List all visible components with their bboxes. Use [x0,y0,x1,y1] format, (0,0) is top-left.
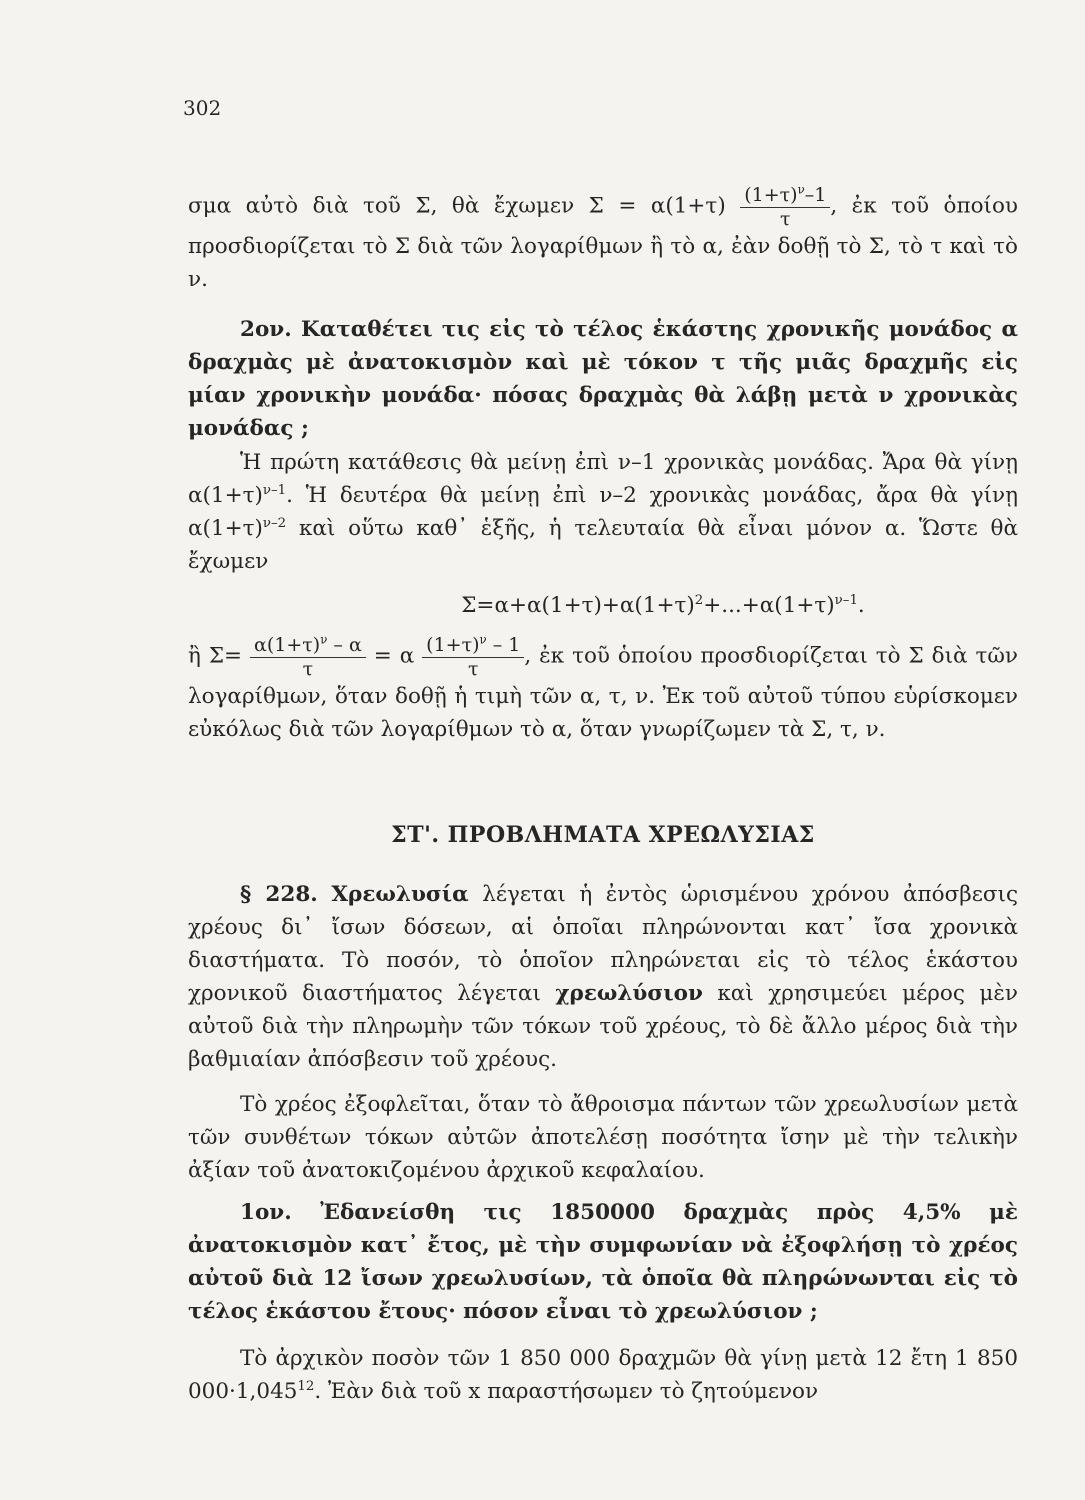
text-run: λέγεται ἡ ἐντὸς ὡρισμένου χρόνου ἀπόσβεσις χρέους δι᾽ ἴσων δόσεων, αἱ ὁποῖαι πληρώνονται κατ᾽ ἴσα χρονικὰ διαστήματα. Τὸ ποσόν, τὸ ὁποῖον πληρώνεται εἰς τὸ τέλος ἑκάστου χρονικοῦ διαστήματος λέγεται [188,882,1019,1006]
text-run: = α [365,643,423,669]
text-run: – 1 [486,634,521,656]
fraction-denominator: τ [468,658,479,680]
fraction-denominator: τ [780,208,791,230]
superscript: ν–1 [834,592,858,608]
text-run: Σ=α+α(1+τ)+α(1+τ) [461,593,695,618]
text-run: σμα αὐτὸ διὰ τοῦ Σ, θὰ ἔχωμεν Σ = α(1+τ) [188,193,741,219]
text-run: . Ἐὰν διὰ τοῦ x παραστήσωμεν τὸ ζητούμενον [314,1379,819,1404]
fraction-numerator [250,633,366,658]
fraction [250,633,366,680]
paragraph-repayment [188,1088,1018,1187]
text-run: –1 [804,184,827,206]
text-run: Τὸ χρέος ἐξοφλεῖται, ὅταν τὸ ἄθροισμα πάντων τῶν χρεωλυσίων μετὰ τῶν συνθέτων τόκων αὐτῶν ἀποτελέσῃ ποσότητα ἴσην μὲ τὴν τελικὴν ἀξίαν τοῦ ἀνατοκιζομένου ἀρχικοῦ κεφαλαίου. [188,1092,1018,1183]
paragraph-formula [188,633,1018,746]
text-run: α(1+τ) [254,634,321,656]
problem-2 [188,313,1018,445]
text-run: καὶ χρησιμεύει μέρος μὲν αὐτοῦ διὰ τὴν πληρωμὴν τῶν τόκων τοῦ χρέους, τὸ δὲ ἄλλο μέρος διὰ τὴν βαθμιαίαν ἀπόσβεσιν τοῦ χρέους. [188,981,1018,1072]
superscript: ν [320,632,328,647]
problem-label: 2ον. [240,317,292,342]
superscript: 12 [297,1378,315,1394]
page-number: 302 [183,96,222,120]
superscript: ν–2 [262,515,287,531]
text-run: , ἐκ τοῦ ὁποίου προσδιορίζεται τὸ Σ διὰ τῶν λογαρίθμων ἢ τὸ α, ἐὰν δοθῇ τὸ Σ, τὸ τ καὶ τὸ ν. [188,193,1018,292]
fraction [422,633,524,680]
text-run: , ἐκ τοῦ ὁποίου προσδιορίζεται τὸ Σ διὰ τῶν λογαρίθμων, ὅταν δοθῇ ἡ τιμὴ τῶν α, τ, ν. Ἐκ τοῦ αὐτοῦ τύπου εὑρίσκομεν εὐκόλως διὰ τῶν λογαρίθμων τὸ α, ὅταν γνωρίζωμεν τὰ Σ, τ, ν. [188,643,1018,742]
text-run: Τὸ ἀρχικὸν ποσὸν τῶν 1 850 000 δραχμῶν θὰ γίνῃ μετὰ 12 ἔτη 1 850 000·1,045 [188,1346,1018,1404]
text-run: ἢ Σ= [188,643,251,669]
paragraph-deposits [188,446,1018,578]
problem-1 [188,1196,1018,1328]
fraction [740,183,830,230]
term: χρεωλύσιον [555,981,703,1006]
section-heading: ΣΤ'. ΠΡΟΒΛΗΜΑΤΑ ΧΡΕΩΛΥΣΙΑΣ [391,822,815,848]
superscript: ν–1 [262,482,287,498]
problem-text: Ἐδανείσθη τις 1850000 δραχμὰς πρὸς 4,5% μὲ ἀνατοκισμὸν κατ᾽ ἔτος, μὲ τὴν συμφωνίαν νὰ ἐξοφλήσῃ τὸ χρέος αὐτοῦ διὰ 12 ἴσων χρεωλυσίων, τὰ ὁποῖα θὰ πληρώνωνται εἰς τὸ τέλος ἑκάστου ἔτους· πόσον εἶναι τὸ χρεωλύσιον ; [188,1200,1018,1324]
text-run: Ἡ πρώτη κατάθεσις θὰ μείνῃ ἐπὶ ν–1 χρονικὰς μονάδας. Ἄρα θὰ γίνῃ α(1+τ) [188,450,1018,508]
text-run: καὶ οὕτω καθ᾽ ἑξῆς, ἡ τελευταία θὰ εἶναι μόνον α. Ὥστε θὰ ἔχωμεν [188,516,1018,574]
text-run: – α [327,634,362,656]
text-run: +...+α(1+τ) [703,593,835,618]
text-run: (1+τ) [744,184,798,206]
paragraph-formula-continuation [188,183,1018,296]
fraction-numerator [422,633,524,658]
problem-label: 1ον. [240,1200,292,1225]
sum-formula [188,589,1078,622]
superscript: 2 [694,592,704,608]
fraction-denominator: τ [302,658,314,680]
superscript: ν [797,182,805,197]
text-run: . Ἡ δευτέρα θὰ μείνῃ ἐπὶ ν–2 χρονικὰς μονάδας, ἄρα θὰ γίνῃ α(1+τ) [188,483,1018,541]
text-run: (1+τ) [426,634,480,656]
superscript: ν [479,632,487,647]
term: Χρεωλυσία [331,882,469,907]
paragraph-solution [188,1342,1018,1408]
section-number: § 228. [240,882,318,907]
problem-text: Καταθέτει τις εἰς τὸ τέλος ἑκάστης χρονικῆς μονάδος α δραχμὰς μὲ ἀνατοκισμὸν καὶ μὲ τόκον τ τῆς μιᾶς δραχμῆς εἰς μίαν χρονικὴν μονάδα· πόσας δραχμὰς θὰ λάβῃ μετὰ ν χρονικὰς μονάδας ; [188,317,1018,441]
fraction-numerator [740,183,830,208]
paragraph-228 [188,878,1018,1076]
text-run: . [857,593,865,618]
